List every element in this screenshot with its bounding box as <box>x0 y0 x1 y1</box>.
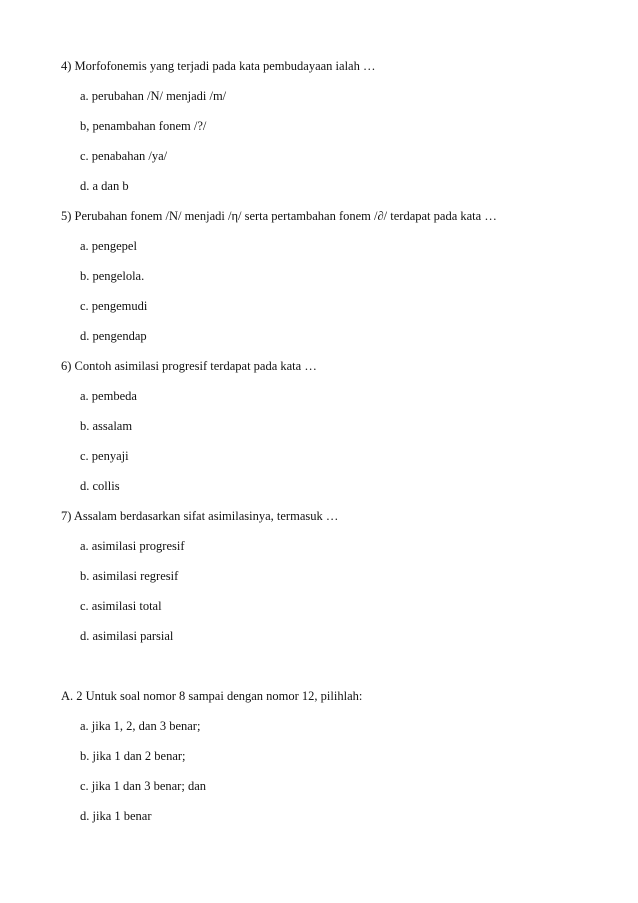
section-a2-option-b: b. jika 1 dan 2 benar; <box>80 749 186 763</box>
question-7-option-b: b. asimilasi regresif <box>80 569 179 583</box>
question-6-option-c: c. penyaji <box>80 449 129 463</box>
question-6-stem: 6) Contoh asimilasi progresif terdapat pada kata … <box>61 359 317 373</box>
section-a2-option-c: c. jika 1 dan 3 benar; dan <box>80 779 206 793</box>
section-a2-option-a: a. jika 1, 2, dan 3 benar; <box>80 719 201 733</box>
question-4-stem: 4) Morfofonemis yang terjadi pada kata pembudayaan ialah … <box>61 59 376 73</box>
question-4-option-a: a. perubahan /N/ menjadi /m/ <box>80 89 227 103</box>
question-5-option-d: d. pengendap <box>80 329 147 343</box>
question-7-option-a: a. asimilasi progresif <box>80 539 185 553</box>
section-a2-heading: A. 2 Untuk soal nomor 8 sampai dengan nomor 12, pilihlah: <box>61 689 363 703</box>
question-4-option-b: b, penambahan fonem /?/ <box>80 119 207 133</box>
question-5-option-a: a. pengepel <box>80 239 137 253</box>
question-7-stem: 7) Assalam berdasarkan sifat asimilasinya, termasuk … <box>61 509 339 523</box>
question-6-option-d: d. collis <box>80 479 120 493</box>
question-7-option-d: d. asimilasi parsial <box>80 629 174 643</box>
question-5-stem: 5) Perubahan fonem /N/ menjadi /η/ serta pertambahan fonem /∂/ terdapat pada kata … <box>61 209 497 223</box>
question-4-option-d: d. a dan b <box>80 179 129 193</box>
question-4-option-c: c. penabahan /ya/ <box>80 149 168 163</box>
question-7-option-c: c. asimilasi total <box>80 599 162 613</box>
question-5-option-b: b. pengelola. <box>80 269 145 283</box>
section-a2-option-d: d. jika 1 benar <box>80 809 152 823</box>
question-5-option-c: c. pengemudi <box>80 299 148 313</box>
question-6-option-b: b. assalam <box>80 419 133 433</box>
question-6-option-a: a. pembeda <box>80 389 137 403</box>
